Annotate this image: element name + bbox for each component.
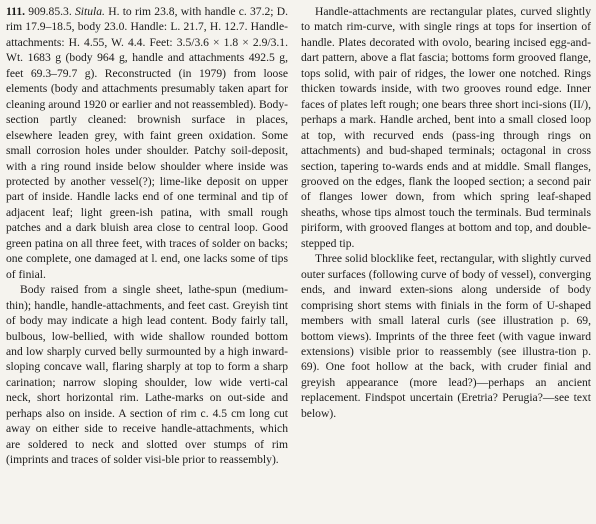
- entry-paragraph-measurements: [6, 4, 288, 282]
- entry-paragraph-body: Body raised from a single sheet, lathe-spun (medium-thin); handle, handle-attachments, and feet cast. Greyish tint of body may indicate a high lead content. Body fairly tall, bulbous, low-bellied, with wide shallow rounded bottom and low sharply curved belly surmounted by a high inward-sloping concave wall, flaring sharply at top to form a sharp carination; narrow sloping shoulder, low wide verti-cal neck, short horizontal rim. Lathe-marks on out-side and perhaps also on inside. A section of rim c. 4.5 cm long cut away on either side to receive handle-attachments, which are soldered to neck and slotted over stumps of rim (imprints and traces of solder visi-ble prior to reassembly).: [6, 283, 288, 467]
- entry-paragraph-handle: Handle-attachments are rectangular plates, curved slightly to match rim-curve, with single rings at tops for insertion of handle. Plates decorated with ovolo, bearing incised egg-and-dart pattern, above a flat fascia; bottoms form grooved flange, tops solid, with pair of ridges, the lower one notched. Rings thicken towards inside, with two grooves round edge. Inner faces of plates left rough; one bears three short inci-sions (II/), perhaps a mark. Handle arched, bent into a small closed loop at top, with recurved ends (pass-ing through rings on attachments) and bud-shaped terminals; octagonal in cross section, tapering to-wards ends and at middle. Small flanges, grooved on the edges, flank the looped section; a second pair of flanges lower down, from which spring leaf-shaped sheaths, whose tips almost touch the terminals. Bud terminals piriform, with grooved flanges at bottom and top, and double-stepped tip.: [301, 5, 591, 250]
- left-column: [6, 4, 288, 468]
- entry-number: 111.: [6, 5, 26, 18]
- right-column: [301, 4, 591, 421]
- measurements-and-condition: H. to rim 23.8, with handle c. 37.2; D. rim 17.9–18.5, body 23.0. Handle: L. 21.7, H. 12.7. Handle-attachments: H. 4.55, W. 4.4. Feet: 3.5/3.6 × 1.8 × 2.9/3.1. Wt. 1683 g (body 964 g, handle and attachments 492.5 g, feet 69.3–79.7 g). Reconstructed (in 1979) from loose elements (body and attachments presumably taken apart for cleaning around 1920 or earlier and not reassembled). Body-section partly cleaned: brownish surface in places, elsewhere leaden grey, with faint green oxidation. Some small corrosion holes under shoulder. Patchy soil-deposit, with a ring round inside below shoulder where inside was protected by another vessel(?); lime-like deposit on upper part of inside. Handle lacks end of one terminal and tip of adjacent leaf; light green-ish patina, with small rough patches and a dark bluish area close to central loop. Good green patina on all three feet, with traces of solder on backs; one complete, one damaged at l. end, one lacks some of tips of finial.: [6, 5, 289, 281]
- object-title: Situla.: [75, 5, 105, 18]
- accession-number: 909.85.3.: [28, 5, 72, 18]
- entry-paragraph-feet: Three solid blocklike feet, rectangular, with slightly curved outer surfaces (following curve of body of vessel), converging ends, and inward exten-sions along underside of body comprising short stems with finials in the form of U-shaped members with small lateral curls (see illustration p. 69, bottom views). Imprints of the three feet (with vague inward extensions) visible prior to reassembly (see illustra-tion p. 69). One foot hollow at the back, with cruder finial and greyish appearance (more lead?)—perhaps an ancient replacement. Findspot uncertain (Eretria? Perugia?—see text below).: [301, 252, 591, 420]
